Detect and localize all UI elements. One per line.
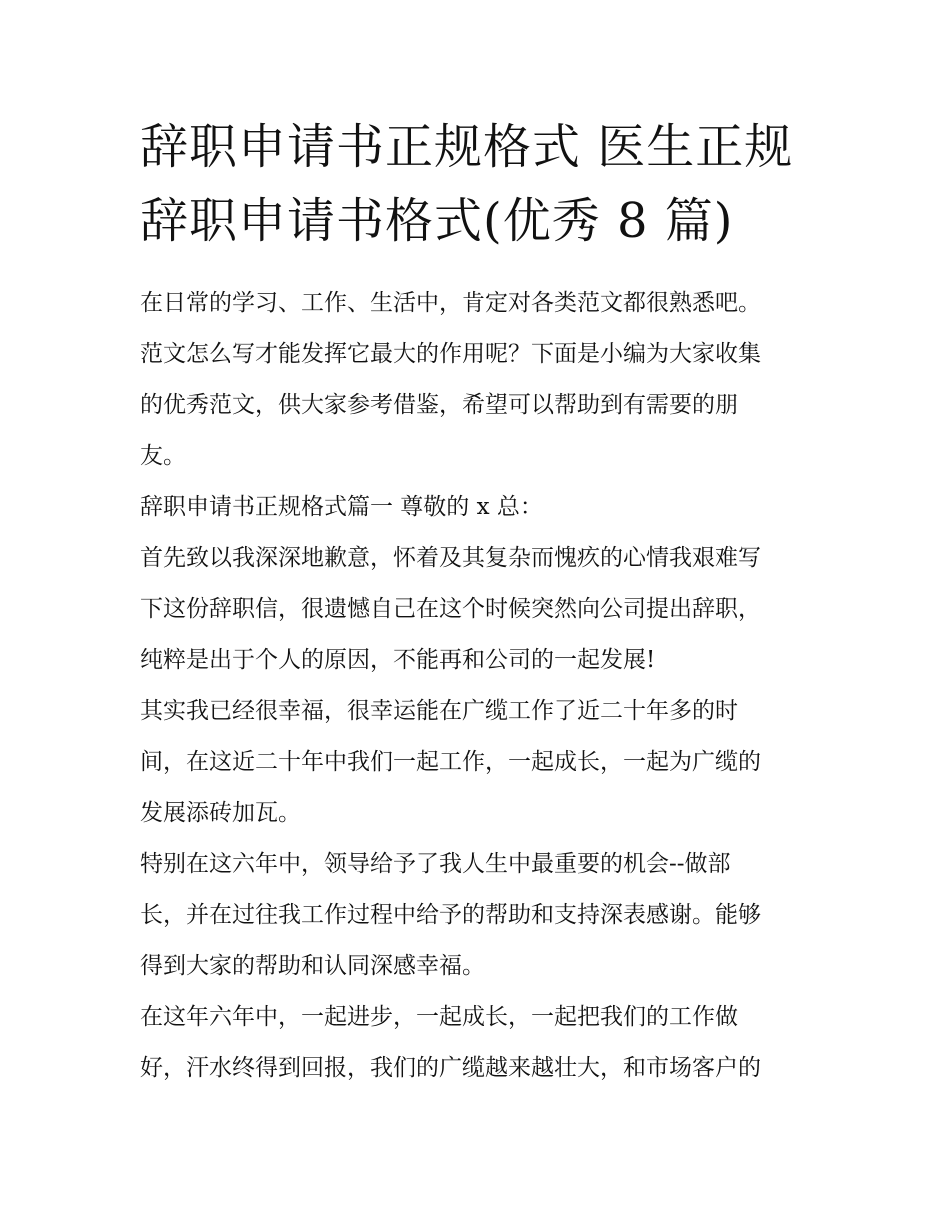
body-line: 下这份辞职信，很遗憾自己在这个时候突然向公司提出辞职， (140, 596, 761, 622)
document-body (140, 278, 830, 1094)
body-line: 好，汗水终得到回报，我们的广缆越来越壮大，和市场客户的 (140, 1055, 761, 1081)
body-line: 在这年六年中，一起进步，一起成长，一起把我们的工作做 (140, 1004, 738, 1030)
body-line: 在日常的学习、工作、生活中，肯定对各类范文都很熟悉吧。 (140, 290, 761, 316)
body-line: 首先致以我深深地歉意，怀着及其复杂而愧疚的心情我艰难写 (140, 545, 761, 571)
document-title (140, 110, 830, 258)
body-line: 间，在这近二十年中我们一起工作，一起成长，一起为广缆的 (140, 749, 761, 775)
section-heading-line: 辞职申请书正规格式篇一 尊敬的 x 总： (140, 494, 543, 520)
body-line: 范文怎么写才能发挥它最大的作用呢？下面是小编为大家收集 (140, 341, 761, 367)
body-line: 得到大家的帮助和认同深感幸福。 (140, 953, 485, 979)
body-line: 纯粹是出于个人的原因，不能再和公司的一起发展! (140, 647, 656, 673)
body-line: 发展添砖加瓦。 (140, 800, 301, 826)
body-line: 长，并在过往我工作过程中给予的帮助和支持深表感谢。能够 (140, 902, 761, 928)
title-line: 辞职申请书格式(优秀 8 篇) (140, 193, 734, 249)
title-line: 辞职申请书正规格式 医生正规 (140, 119, 794, 175)
body-line: 特别在这六年中，领导给予了我人生中最重要的机会--做部 (140, 851, 731, 877)
body-line: 的优秀范文，供大家参考借鉴，希望可以帮助到有需要的朋 (140, 392, 738, 418)
body-line: 友。 (140, 443, 186, 469)
body-line: 其实我已经很幸福，很幸运能在广缆工作了近二十年多的时 (140, 698, 738, 724)
